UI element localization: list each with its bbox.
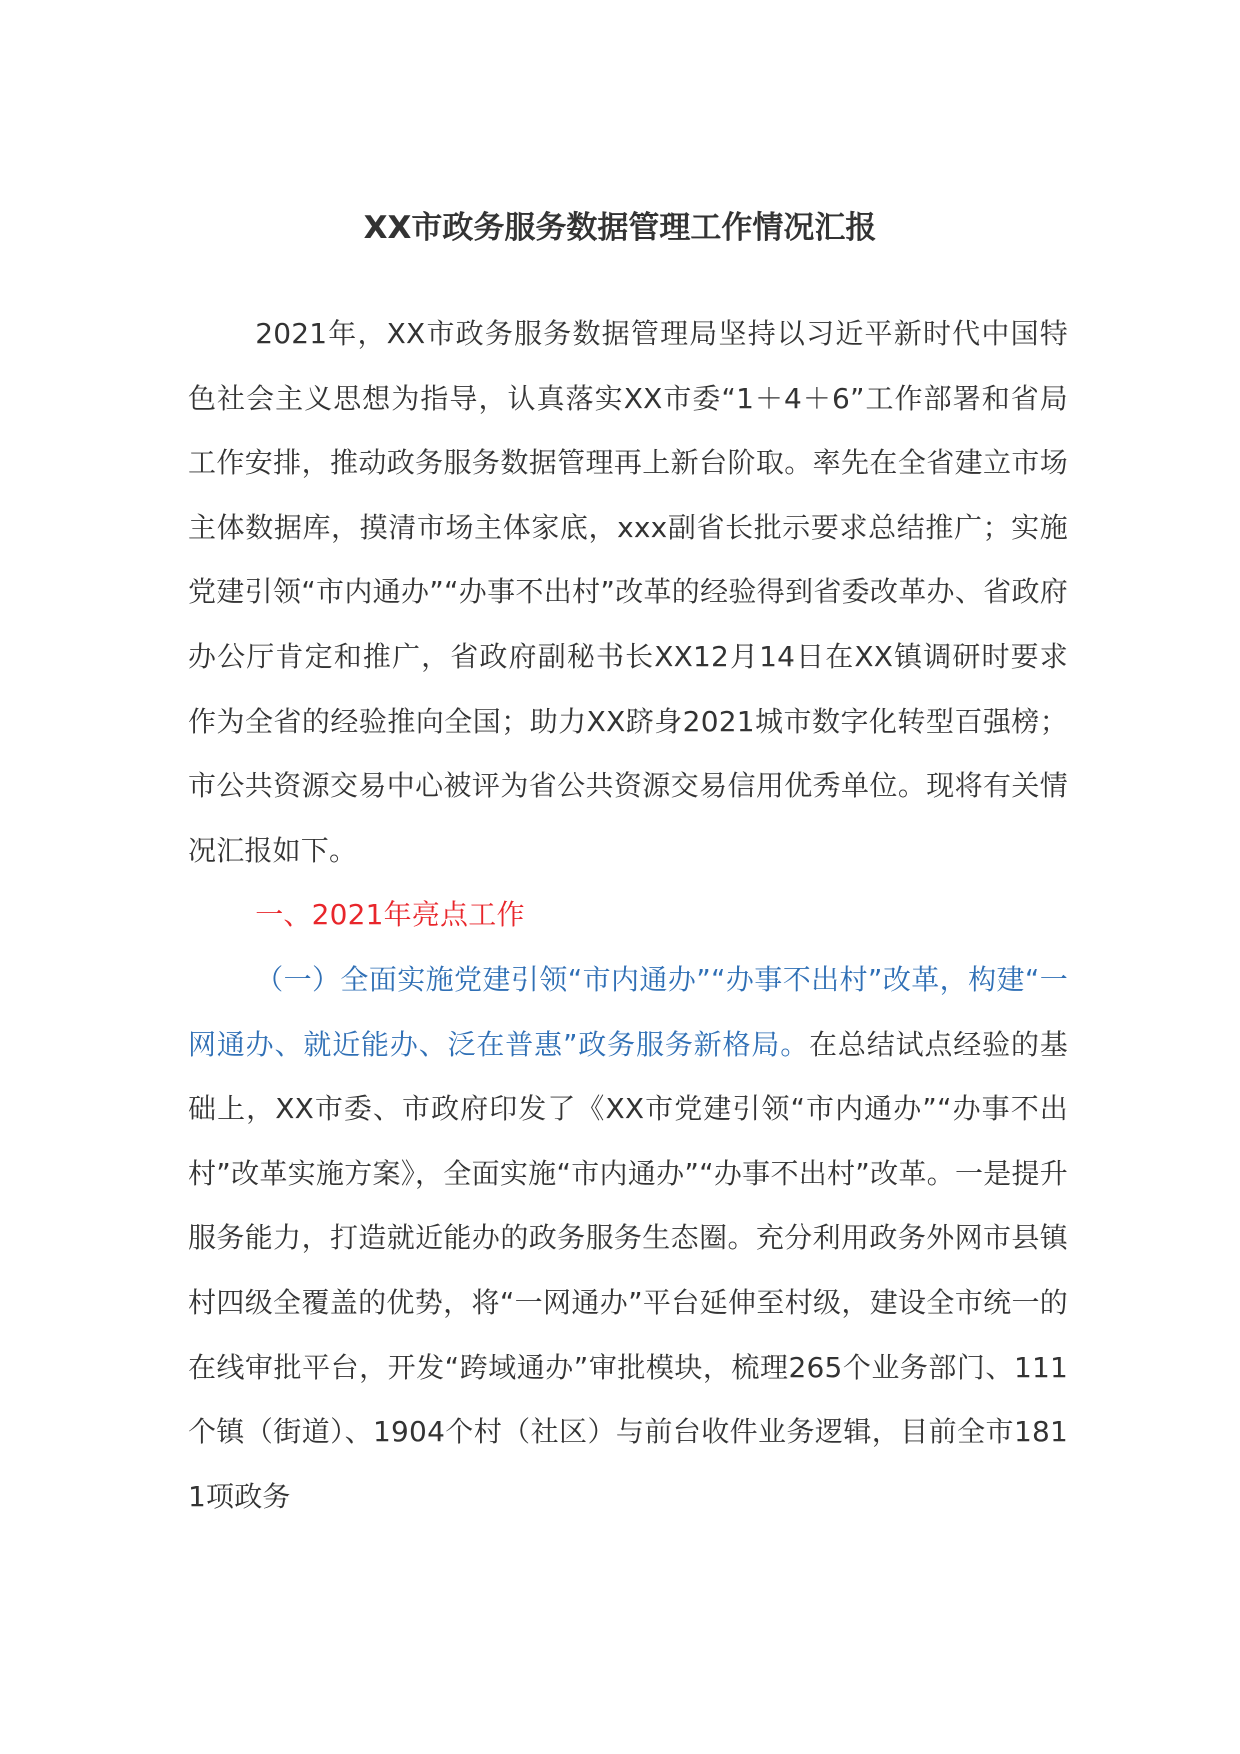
subsection-paragraph bbox=[188, 948, 1068, 1529]
subsection-body: 在总结试点经验的基础上，XX市委、市政府印发了《XX市党建引领“市内通办”“办事不出村”改革实施方案》，全面实施“市内通办”“办事不出村”改革。一是提升服务能力，打造就近能办的政务服务生态圈。充分利用政务外网市县镇村四级全覆盖的优势，将“一网通办”平台延伸至村级，建设全市统一的在线审批平台，开发“跨域通办”审批模块，梳理265个业务部门、111个镇（街道）、1904个村（社区）与前台收件业务逻辑，目前全市1811项政务 bbox=[188, 1027, 1068, 1513]
intro-paragraph: 2021年，XX市政务服务数据管理局坚持以习近平新时代中国特色社会主义思想为指导，认真落实XX市委“1＋4＋6”工作部署和省局工作安排，推动政务服务数据管理再上新台阶取。率先在全省建立市场主体数据库，摸清市场主体家底，xxx副省长批示要求总结推广；实施党建引领“市内通办”“办事不出村”改革的经验得到省委改革办、省政府办公厅肯定和推广，省政府副秘书长XX12月14日在XX镇调研时要求作为全省的经验推向全国；助力XX跻身2021城市数字化转型百强榜；市公共资源交易中心被评为省公共资源交易信用优秀单位。现将有关情况汇报如下。 bbox=[188, 317, 1068, 867]
document-title: XX市政务服务数据管理工作情况汇报 bbox=[363, 210, 877, 246]
document-body bbox=[188, 302, 1068, 1529]
section-heading-highlights: 一、2021年亮点工作 bbox=[255, 898, 525, 932]
subsection-heading: （一）全面实施党建引领“市内通办”“办事不出村”改革，构建“一网通办、就近能办、泛在普惠”政务服务新格局。 bbox=[188, 962, 1068, 1061]
